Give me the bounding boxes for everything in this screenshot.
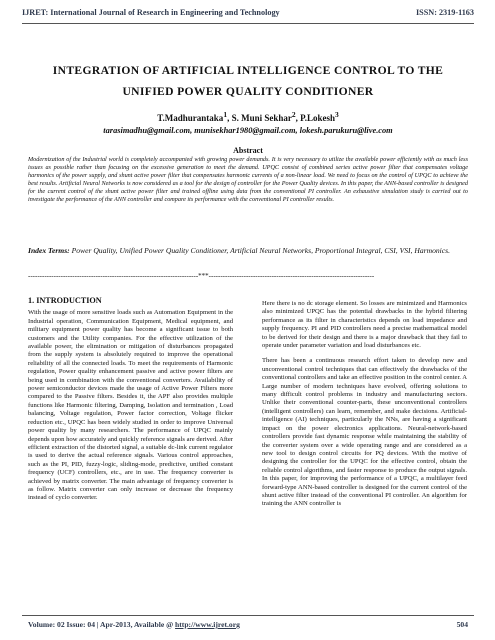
journal-url-link[interactable]: http://www.ijret.org: [175, 620, 240, 629]
section-separator: -------------------------------------------------------------------------***-----------------------------------------------------------------------: [28, 272, 375, 280]
paper-title: [28, 60, 468, 102]
author-1: T.Madhurantaka: [157, 113, 224, 123]
author-separator: ,: [227, 113, 232, 123]
author-emails: tarasimadhu@gmail.com, munisekhar1980@gmail.com, lokesh.parukuru@live.com: [103, 126, 393, 135]
paragraph: There has been a continuous research effort taken to develop new and unconventional control techniques that can effectively the drawbacks of the conventional controllers and take an effective position in the control center. A Large number of modern techniques have evolved, offering solutions to many difficult control problems in industry and manufacturing sectors. Unlike their conventional counter-parts, these unconventional controllers (intelligent controllers) can learn, remember, and make decisions. Artificial-intelligence (AI) techniques, particularly the NNs, are having a significant impact on the power electronics applications. Neural-network-based controllers provide fast dynamic response while maintaining the stability of the converter system over a wide operating range and are considered as a new tool to design control circuits for PQ devices. With the motive of designing the controller for the UPQC for the effective control, obtain the reliable control algorithms, and faster response to produce the output signals. In this paper, for improving the performance of a UPQC, a multilayer feed forward-type ANN-based controller is designed for the current control of the shunt active filter instead of the conventional PI controller. An algorithm for training the ANN controller is: [262, 357, 467, 508]
page-number: 504: [456, 620, 468, 629]
title-line-2: UNIFIED POWER QUALITY CONDITIONER: [122, 85, 374, 98]
section-heading: 1. INTRODUCTION: [28, 296, 102, 305]
index-terms-text: Power Quality, Unified Power Quality Conditioner, Artificial Neural Networks, Proportional Integral, CSI, VSI, Harmonics.: [69, 246, 451, 255]
left-column: [28, 297, 233, 510]
right-column: [262, 300, 467, 516]
index-terms-label: Index Terms:: [28, 246, 70, 255]
journal-header: [22, 8, 474, 17]
footer-volume: [28, 620, 240, 629]
abstract-text: Modernization of the Industrial world is completely accompanied with growing power demands. It is very necessary to utilize the available power efficiently with as much less issues as possible rather than focusing on the excessive generation to meet the demand. UPQC consist of combined series active power filter that compensates voltage harmonics of the power supply, and shunt active power filter that compensates harmonic currents of a non-linear load. We need to focus on the control of UPQC to achieve the best results. Artificial Neural Networks is now considered as a tool for the design of controller for the Power Quality devices. In this paper, the ANN-based controller is designed for the current control of the shunt active power filter and trained offline using data from the conventional PI controller. An exhaustive simulation study is carried out to investigate the performance of the ANN controller and compare its performance with the conventional PI controller results.: [28, 156, 468, 203]
paragraph: With the usage of more sensitive loads such as Automation Equipment in the Industrial operation, Communication Equipment, Medical equipment, and military equipment power quality has become a significant issue to both customers and the Utility companies. For the effective utilization of the available power, the elimination or mitigation of disturbances propagated from the supply system is absolutely required to improve the operational reliability of all the connected loads. To meet the requirements of Harmonic regulation, Power quality enhancement passive and active power filters are being used in combination with the conventional converters. Availability of power semiconductor devices made the usage of Active Power Filters more compared to the Passive filters. Besides it, the APF also provides multiple functions like Harmonic filtering, Damping, Isolation and termination , Load balancing, Voltage regulation, Power factor correction, Voltage flicker reduction etc., UPQC has been widely studied in order to improve Universal power quality by many researchers. The performance of UPQC mainly depends upon how accurately and quickly reference signals are derived. After efficient extraction of the distorted signal, a suitable dc-link current regulator is used to derive the actual reference signals. Various control approaches, such as the PI, PID, fuzzy-logic, sliding-mode, predictive, unified constant frequency (UCF) controllers, etc., are in use. The frequency converter is achieved by matrix converter. The main advantage of frequency converter is as follow. Matrix converter can only increase or decrease the frequency instead of cyclo converter.: [28, 309, 233, 502]
author-separator: ,: [295, 113, 301, 123]
author-1-affiliation: 1: [223, 110, 228, 119]
title-line-1: INTEGRATION OF ARTIFICIAL INTELLIGENCE CONTROL TO THE: [52, 64, 444, 77]
footer-divider: [22, 615, 474, 616]
author-list: [22, 110, 474, 123]
volume-info: Volume: 02 Issue: 04 | Apr-2013, Available @: [28, 620, 176, 629]
page-footer: [28, 620, 468, 629]
index-terms: [28, 245, 468, 257]
author-3-affiliation: 3: [335, 110, 339, 119]
header-divider: [22, 23, 474, 24]
author-2: S. Muni Sekhar: [231, 113, 292, 123]
author-2-affiliation: 2: [291, 110, 296, 119]
abstract-heading: Abstract: [233, 146, 263, 155]
paragraph: Here there is no dc storage element. So losses are minimized and Harmonics also minimized UPQC has the potential drawbacks in the hybrid filtering performance as its filter in characteristics depends on load impedance and supply frequency. PI and PID controllers need a precise mathematical model to be derived for their design and there is a major drawback that they fail to operate under parameter variation and load disturbances etc.: [262, 300, 467, 350]
issn: ISSN: 2319-1163: [415, 8, 474, 17]
journal-name: IJRET: International Journal of Research in Engineering and Technology: [22, 8, 280, 17]
author-3: P.Lokesh: [300, 113, 336, 123]
